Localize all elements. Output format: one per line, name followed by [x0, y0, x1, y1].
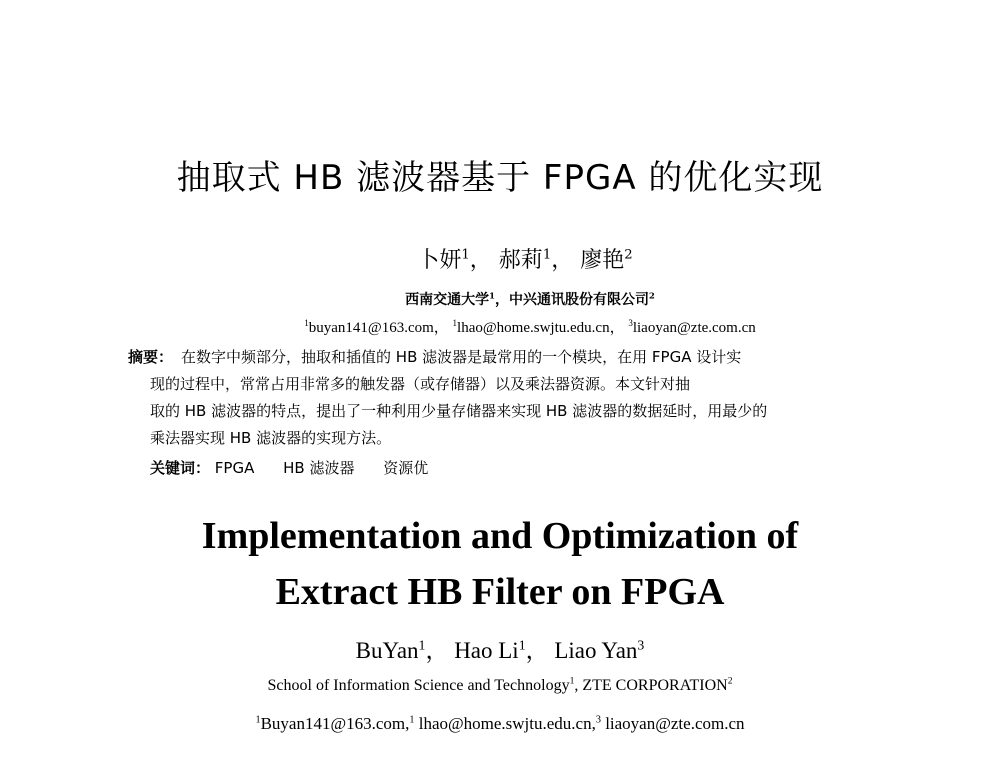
- author-name: 廖艳: [580, 248, 625, 273]
- affiliation-superscript: 2: [727, 675, 733, 687]
- author-superscript: 1: [418, 637, 426, 653]
- affiliation-superscript: 1: [569, 675, 575, 687]
- chinese-abstract: [128, 344, 848, 452]
- author-superscript: 3: [637, 637, 645, 653]
- author-name: 卜妍: [417, 248, 462, 273]
- email-address: liaoyan@zte.com.cn: [632, 320, 756, 336]
- email-superscript: 1: [409, 714, 415, 726]
- affiliation-superscript: 1: [489, 290, 495, 301]
- email-address: liaoyan@zte.com.cn: [600, 714, 745, 733]
- email-address: lhao@home.swjtu.edu.cn,: [414, 714, 596, 733]
- english-title-line-1: Implementation and Optimization of: [201, 515, 799, 557]
- author-superscript: 2: [624, 247, 633, 263]
- affiliation-superscript: 2: [649, 290, 655, 301]
- chinese-affiliation: [0, 289, 1000, 309]
- abstract-label: 摘要：: [128, 348, 174, 366]
- email-superscript: 3: [595, 714, 601, 726]
- email-superscript: 3: [628, 318, 633, 328]
- english-affiliation: [0, 677, 1000, 695]
- keywords-label: 关键词：: [150, 459, 211, 477]
- chinese-emails: [0, 316, 1000, 337]
- abstract-line: [128, 344, 848, 371]
- english-title-line-2: Extract HB Filter on FPGA: [275, 571, 725, 613]
- email-superscript: 1: [452, 318, 458, 328]
- affiliation-text: , ZTE CORPORATION: [574, 677, 728, 694]
- abstract-line: 乘法器实现 HB 滤波器的实现方法。: [150, 429, 392, 447]
- abstract-text: 在数字中频部分，抽取和插值的 HB 滤波器是最常用的一个模块，在用 FPGA 设计实: [181, 348, 742, 366]
- english-authors: [0, 632, 1000, 665]
- affiliation-separator: ，: [495, 292, 509, 308]
- email-address: buyan141@163.com，: [308, 320, 449, 336]
- affiliation-text: 西南交通大学: [405, 292, 490, 308]
- author-name: 郝莉: [498, 248, 543, 273]
- email-superscript: 1: [255, 714, 261, 726]
- author-separator: ，: [551, 248, 574, 273]
- author-name: BuYan: [355, 638, 419, 663]
- chinese-authors: [0, 243, 1000, 274]
- keyword: 资源优: [383, 459, 429, 477]
- chinese-title: 抽取式 HB 滤波器基于 FPGA 的优化实现: [176, 158, 824, 198]
- author-separator: ，: [469, 248, 492, 273]
- email-address: Buyan141@163.com,: [260, 714, 410, 733]
- english-emails: [0, 714, 1000, 734]
- email-address: lhao@home.swjtu.edu.cn，: [457, 320, 625, 336]
- affiliation-text: 中兴通讯股份有限公司: [509, 292, 649, 308]
- author-superscript: 1: [461, 247, 470, 263]
- author-superscript: 1: [542, 247, 552, 263]
- author-superscript: 1: [518, 637, 526, 653]
- author-name: Liao Yan: [554, 638, 638, 663]
- keyword: FPGA: [214, 459, 255, 477]
- keyword: HB 滤波器: [283, 459, 355, 477]
- abstract-line: 现的过程中，常常占用非常多的触发器（或存储器）以及乘法器资源。本文针对抽: [150, 375, 691, 393]
- email-superscript: 1: [304, 318, 309, 328]
- chinese-keywords: [150, 457, 452, 478]
- affiliation-text: School of Information Science and Technology: [267, 677, 570, 694]
- abstract-line: 取的 HB 滤波器的特点，提出了一种利用少量存储器来实现 HB 滤波器的数据延时，用最少的: [150, 402, 768, 420]
- author-separator: ，: [525, 638, 549, 663]
- author-name: Hao Li: [454, 638, 519, 663]
- author-separator: ，: [425, 638, 449, 663]
